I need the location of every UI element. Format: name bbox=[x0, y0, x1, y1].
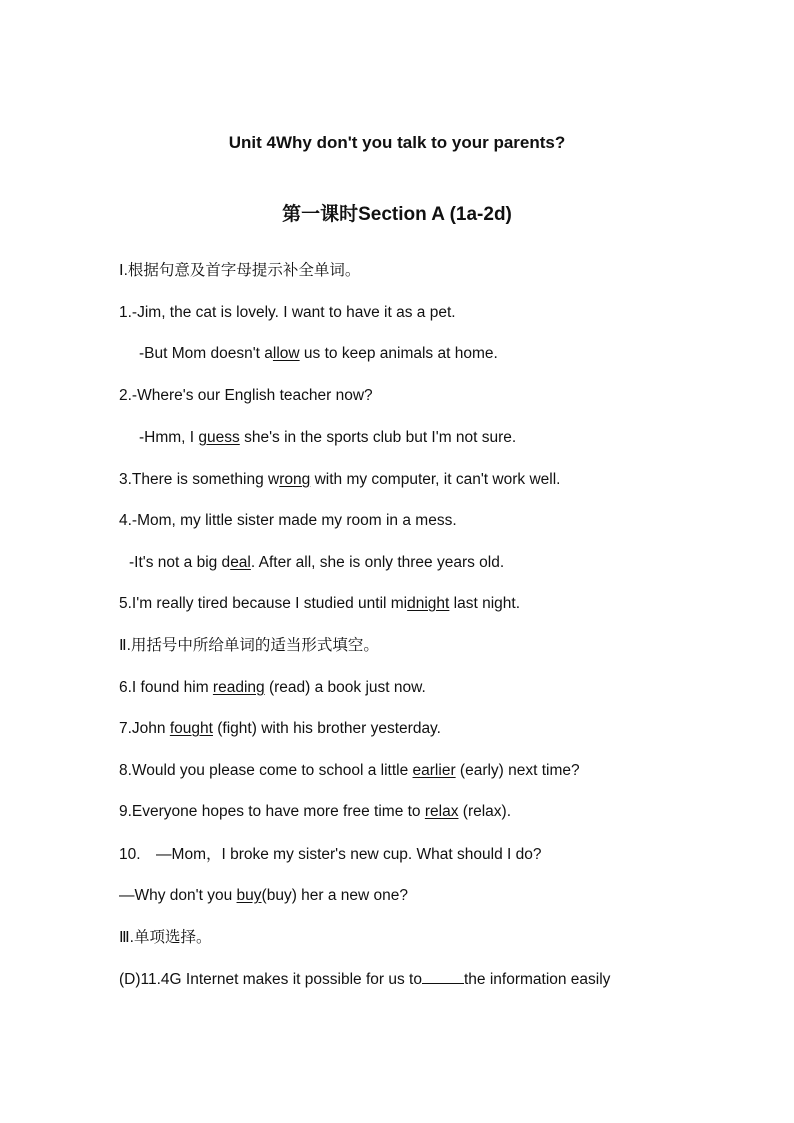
text-segment: 5.I'm really tired because I studied until mi bbox=[119, 595, 408, 612]
text-segment: -It's not a big d bbox=[129, 554, 231, 571]
answer-fill: fought bbox=[169, 720, 213, 737]
answer-fill: llow bbox=[272, 345, 300, 362]
question-6 bbox=[119, 678, 426, 698]
text-segment: -Hmm, I bbox=[139, 429, 199, 446]
section-1-heading: Ⅰ.根据句意及首字母提示补全单词。 bbox=[119, 262, 361, 279]
answer-fill: guess bbox=[198, 429, 240, 446]
text-segment: (read) a book just now. bbox=[264, 679, 426, 696]
answer-blank bbox=[422, 969, 464, 984]
question-1-answer-line bbox=[139, 344, 498, 364]
text-segment: last night. bbox=[449, 595, 521, 612]
question-7 bbox=[119, 719, 441, 739]
answer-fill: rong bbox=[279, 471, 311, 488]
text-segment: (buy) her a new one? bbox=[261, 887, 409, 904]
text-segment: 7.John bbox=[119, 720, 170, 737]
text-segment: with my computer, it can't work well. bbox=[310, 471, 561, 488]
text-segment: . After all, she is only three years old. bbox=[250, 554, 505, 571]
text-segment: (relax). bbox=[458, 803, 512, 820]
text-segment: 9.Everyone hopes to have more free time to bbox=[119, 803, 425, 820]
question-1: 1.-Jim, the cat is lovely. I want to have it as a pet. bbox=[119, 304, 456, 321]
answer-fill: buy bbox=[236, 887, 262, 904]
text-segment: (D)11.4G Internet makes it possible for us to bbox=[119, 971, 422, 988]
answer-fill: relax bbox=[424, 803, 459, 820]
question-3 bbox=[119, 470, 560, 490]
text-segment: she's in the sports club but I'm not sure. bbox=[239, 429, 517, 446]
question-5 bbox=[119, 594, 520, 614]
question-8 bbox=[119, 761, 580, 781]
text-segment: 3.There is something w bbox=[119, 471, 280, 488]
question-4: 4.-Mom, my little sister made my room in a mess. bbox=[119, 512, 457, 529]
text-segment: -But Mom doesn't a bbox=[139, 345, 273, 362]
answer-fill: reading bbox=[212, 679, 265, 696]
text-segment: 8.Would you please come to school a little bbox=[119, 762, 413, 779]
text-segment: us to keep animals at home. bbox=[299, 345, 498, 362]
question-4-answer-line bbox=[129, 553, 504, 573]
question-2-answer-line bbox=[139, 428, 516, 448]
section-2-heading: Ⅱ.用括号中所给单词的适当形式填空。 bbox=[119, 637, 379, 654]
text-segment: —Why don't you bbox=[119, 887, 237, 904]
question-10: 10. —Mom，I broke my sister's new cup. What should I do? bbox=[119, 846, 542, 863]
lesson-subtitle: 第一课时Section A (1a-2d) bbox=[282, 204, 512, 225]
answer-fill: eal bbox=[230, 554, 251, 571]
question-10-answer-line bbox=[119, 886, 408, 906]
answer-fill: dnight bbox=[407, 595, 450, 612]
text-segment: the information easily bbox=[463, 971, 611, 988]
text-segment: 6.I found him bbox=[119, 679, 213, 696]
answer-fill: earlier bbox=[412, 762, 456, 779]
unit-title: Unit 4Why don't you talk to your parents? bbox=[228, 133, 566, 152]
question-9 bbox=[119, 802, 511, 822]
text-segment: (early) next time? bbox=[455, 762, 580, 779]
question-11 bbox=[119, 969, 610, 990]
question-2: 2.-Where's our English teacher now? bbox=[119, 387, 373, 404]
section-3-heading: Ⅲ.单项选择。 bbox=[119, 929, 212, 946]
text-segment: (fight) with his brother yesterday. bbox=[212, 720, 441, 737]
